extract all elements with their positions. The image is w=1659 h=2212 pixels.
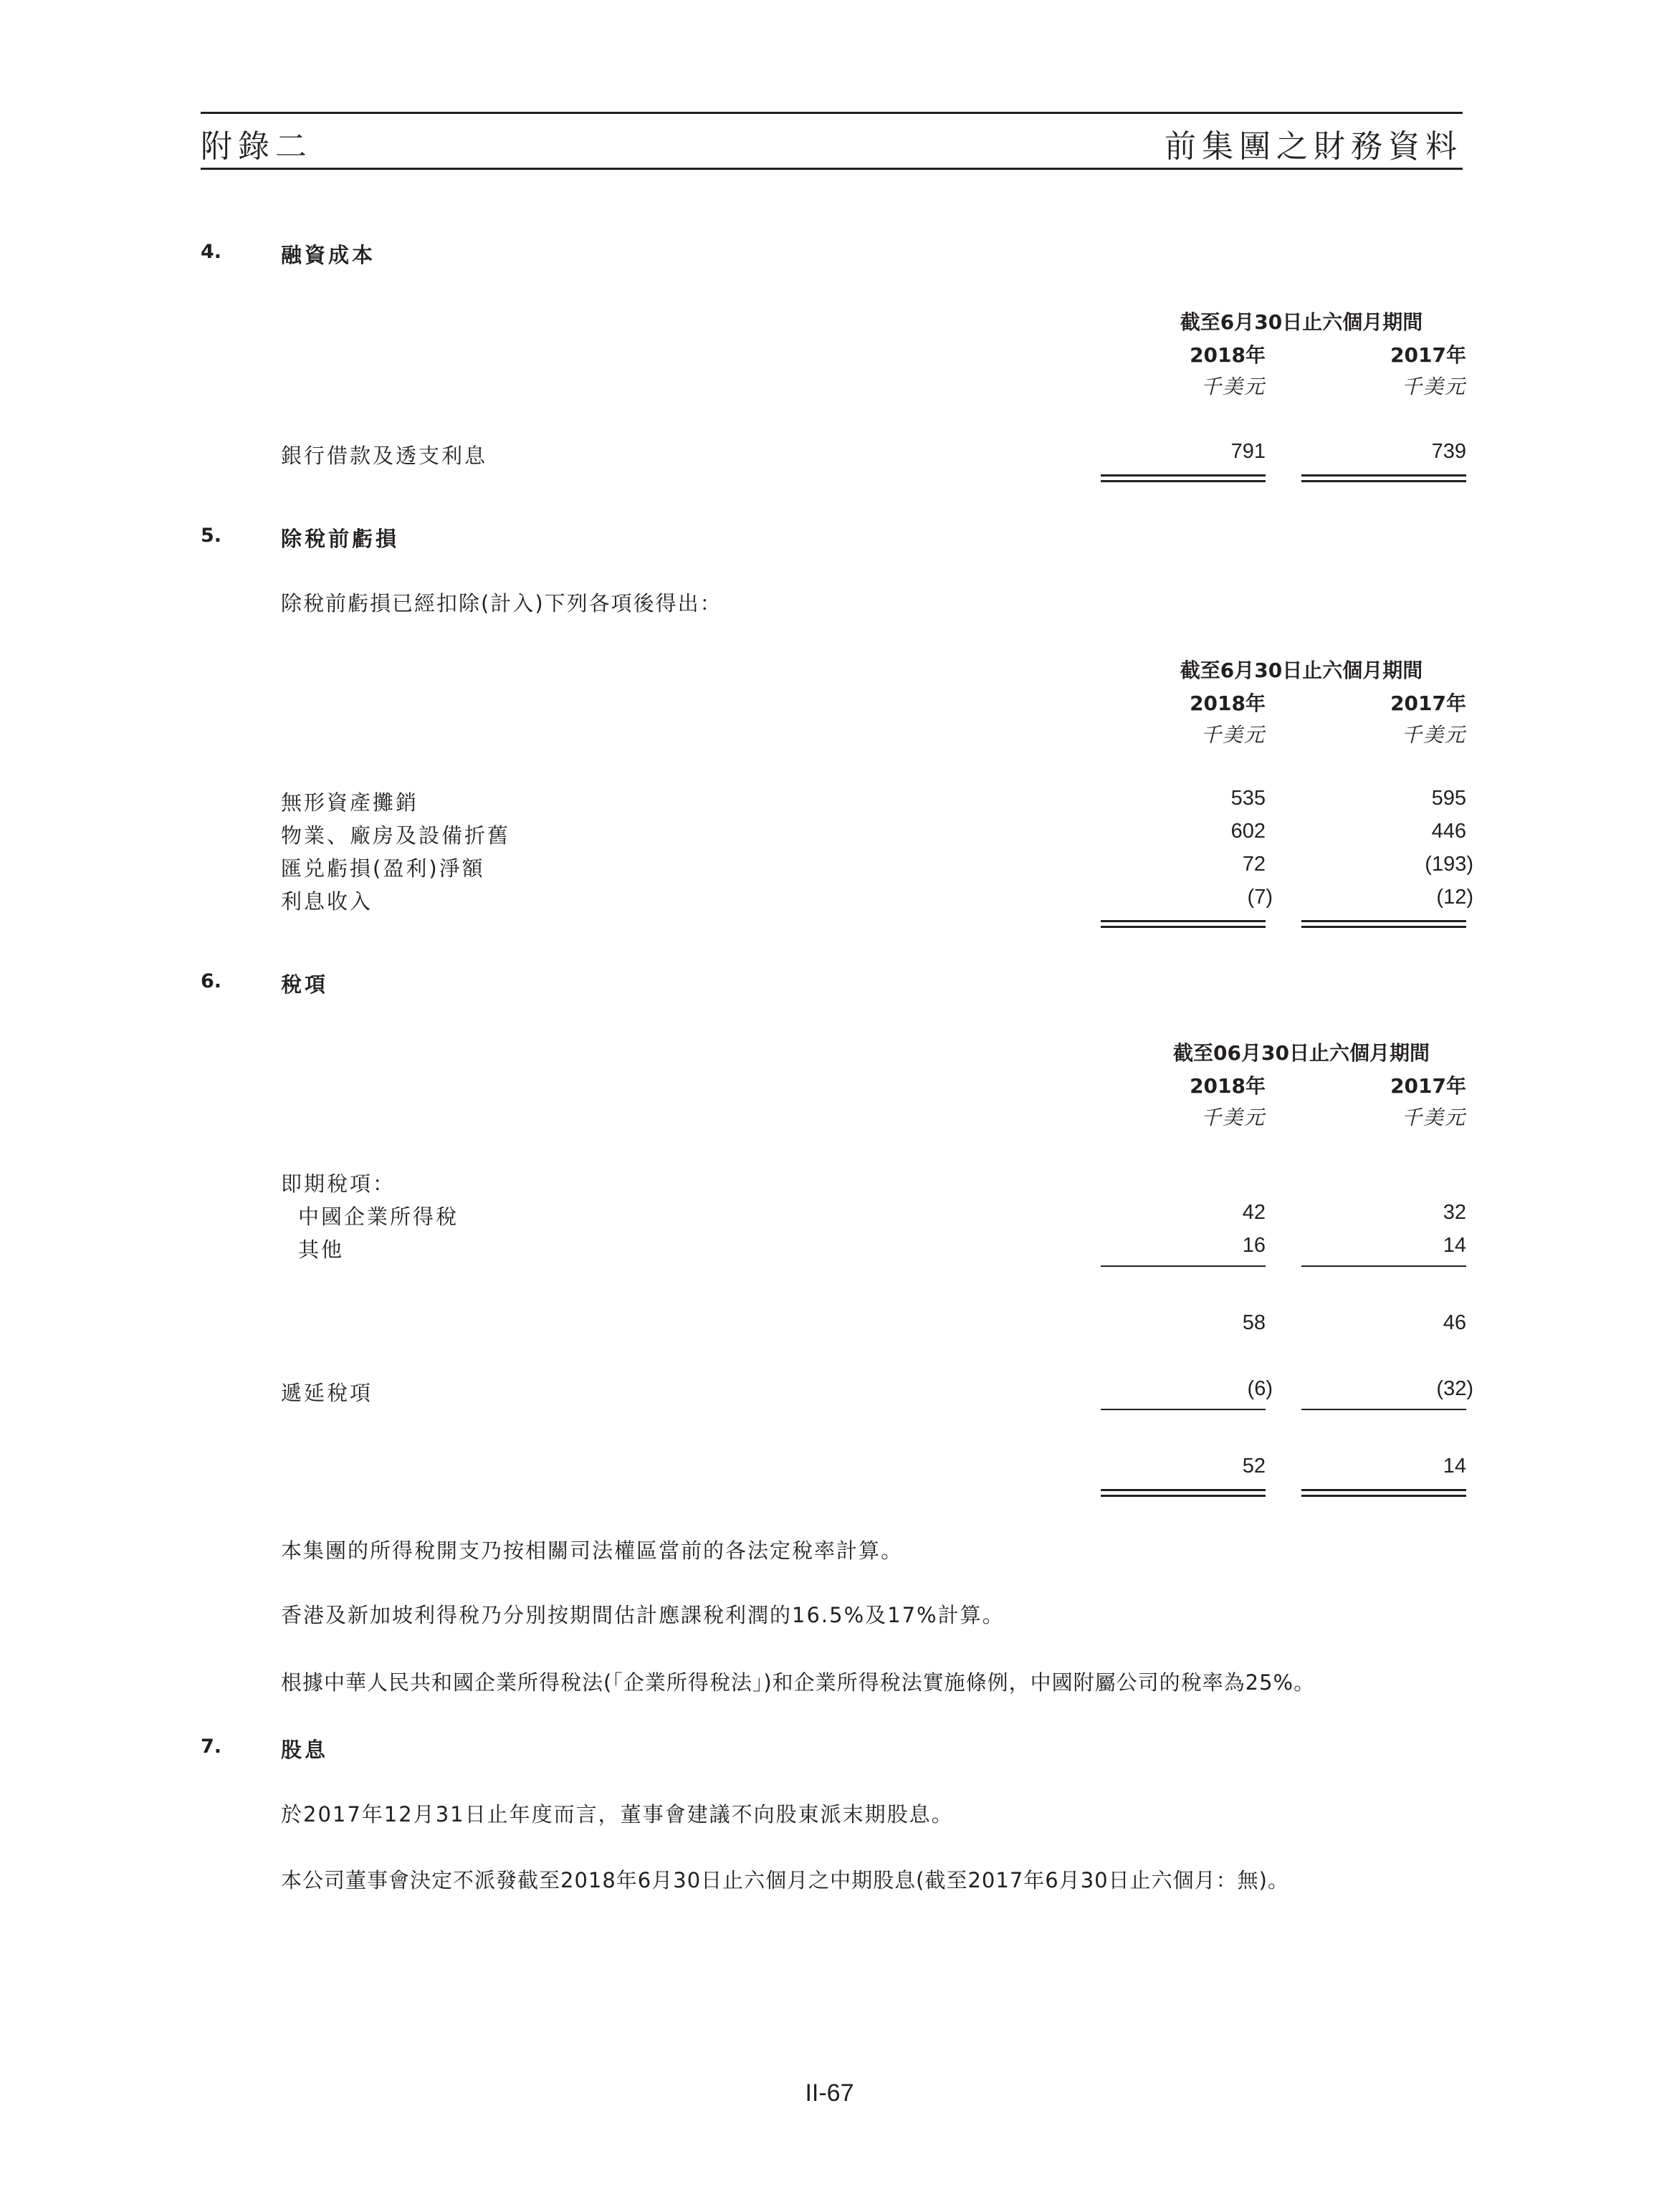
s5-row-label: 物業、廠房及設備折舊: [281, 823, 511, 848]
s6-subtotal-rule-2: [1301, 1265, 1466, 1267]
header-bottom-rule: [201, 168, 1463, 170]
s6-year-2017: 2017年: [1390, 1074, 1466, 1098]
s6-subtotal-v2: 46: [1443, 1311, 1466, 1334]
s5-unit-2: 千美元: [1401, 723, 1466, 747]
s6-note-2: 香港及新加坡利得稅乃分別按期間估計應課稅利潤的16.5%及17%計算。: [281, 1603, 1005, 1627]
s4-row-v1: 791: [1230, 440, 1266, 463]
s4-unit-2: 千美元: [1401, 375, 1466, 398]
s4-period-header: 截至6月30日止六個月期間: [1180, 310, 1423, 334]
header-left: 附錄二: [201, 128, 312, 165]
s4-row-v2: 739: [1431, 440, 1466, 463]
section-7-number: 7.: [201, 1735, 222, 1758]
s7-note-2: 本公司董事會決定不派發截至2018年6月30日止六個月之中期股息(截至2017年6月30日止六個月：無)。: [281, 1868, 1289, 1892]
section-5-number: 5.: [201, 525, 222, 547]
section-6-number: 6.: [201, 970, 222, 992]
s4-year-2017: 2017年: [1390, 343, 1466, 367]
s5-intro: 除稅前虧損已經扣除(計入)下列各項後得出：: [281, 591, 722, 616]
s5-total-double-rule-2: [1301, 920, 1466, 928]
section-4-number: 4.: [201, 241, 222, 263]
section-7-title: 股息: [281, 1738, 329, 1762]
s5-total-double-rule-1: [1101, 920, 1266, 928]
s6-total-v2: 14: [1443, 1455, 1466, 1478]
s5-row-v1: 72: [1242, 853, 1266, 876]
s5-row-v1: 535: [1230, 787, 1266, 810]
s5-row-v2: 446: [1431, 820, 1466, 843]
s5-row-v2: (12): [1436, 886, 1473, 909]
section-6-title: 稅項: [281, 972, 329, 997]
s5-row-label: 無形資產攤銷: [281, 790, 419, 815]
s6-year-2018: 2018年: [1190, 1074, 1266, 1098]
header-top-rule: [201, 112, 1463, 114]
s5-row-v1: (7): [1247, 886, 1273, 909]
s5-period-header: 截至6月30日止六個月期間: [1180, 659, 1423, 682]
s4-row-label: 銀行借款及透支利息: [281, 444, 488, 468]
s4-total-double-rule-2: [1301, 474, 1466, 482]
s5-row-v2: 595: [1431, 787, 1466, 810]
s6-period-header: 截至06月30日止六個月期間: [1173, 1041, 1430, 1065]
s4-unit-1: 千美元: [1200, 375, 1266, 398]
s6-deferred-rule-1: [1101, 1409, 1266, 1410]
s6-row-label: 中國企業所得稅: [298, 1205, 459, 1229]
s5-year-2018: 2018年: [1190, 691, 1266, 715]
s5-row-v2: (193): [1425, 853, 1473, 876]
s6-total-double-rule-2: [1301, 1489, 1466, 1497]
s4-year-2018: 2018年: [1190, 343, 1266, 367]
s6-note-1: 本集團的所得稅開支乃按相關司法權區當前的各法定稅率計算。: [281, 1538, 904, 1563]
s6-note-3: 根據中華人民共和國企業所得稅法(「企業所得稅法」)和企業所得稅法實施條例，中國附屬公司的稅率為25%。: [281, 1670, 1316, 1695]
page-number: II-67: [805, 2079, 854, 2107]
s5-row-v1: 602: [1230, 820, 1266, 843]
s6-deferred-rule-2: [1301, 1409, 1466, 1410]
s6-deferred-v1: (6): [1247, 1377, 1273, 1400]
s6-row-v2: 14: [1443, 1234, 1466, 1257]
s6-row-v2: 32: [1443, 1201, 1466, 1224]
s5-row-label: 利息收入: [281, 889, 373, 914]
s6-total-v1: 52: [1242, 1455, 1266, 1478]
s6-row-v1: 16: [1242, 1234, 1266, 1257]
s6-unit-2: 千美元: [1401, 1106, 1466, 1129]
s6-unit-1: 千美元: [1200, 1106, 1266, 1129]
s6-total-double-rule-1: [1101, 1489, 1266, 1497]
section-5-title: 除稅前虧損: [281, 527, 400, 551]
s6-row-label: 其他: [298, 1237, 345, 1262]
s4-total-double-rule-1: [1101, 474, 1266, 482]
s6-deferred-v2: (32): [1436, 1377, 1473, 1400]
s6-row-v1: 42: [1242, 1201, 1266, 1224]
s6-deferred-label: 遞延稅項: [281, 1381, 373, 1405]
s5-year-2017: 2017年: [1390, 691, 1466, 715]
s5-unit-1: 千美元: [1200, 723, 1266, 747]
s6-current-tax-label: 即期稅項：: [281, 1172, 396, 1196]
section-4-title: 融資成本: [281, 243, 376, 267]
s6-subtotal-rule-1: [1101, 1265, 1266, 1267]
s5-row-label: 匯兑虧損(盈利)淨額: [281, 856, 485, 881]
header-right: 前集團之財務資料: [1165, 128, 1463, 165]
s7-note-1: 於2017年12月31日止年度而言，董事會建議不向股東派末期股息。: [281, 1802, 954, 1826]
s6-subtotal-v1: 58: [1242, 1311, 1266, 1334]
